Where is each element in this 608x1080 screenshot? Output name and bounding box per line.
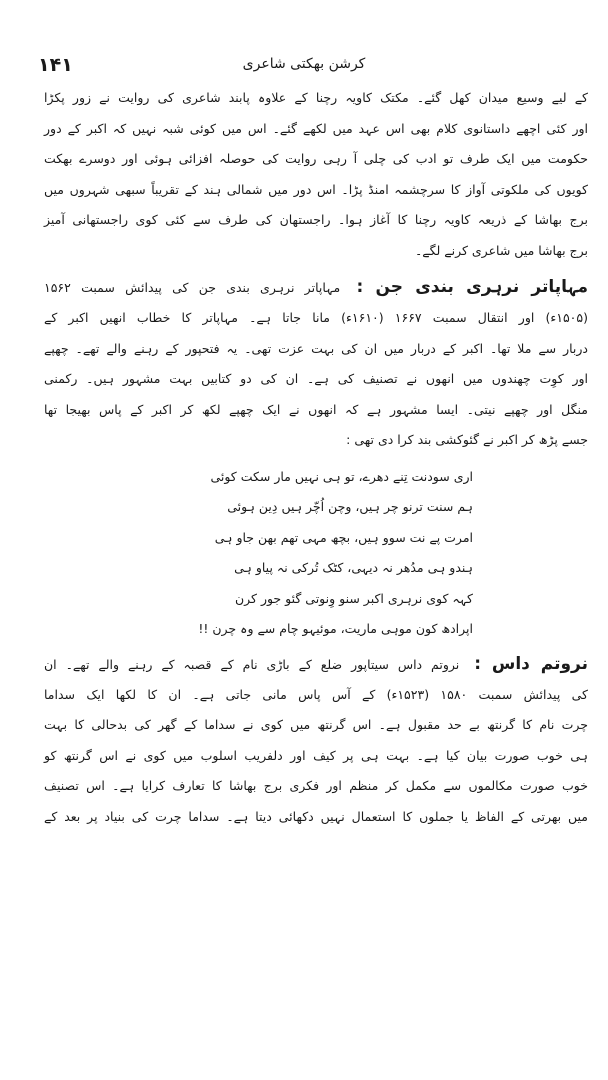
section-heading: نروتم داس : [474,653,588,674]
text-line: خوب صورت مکالموں سے مکمل کر منظم اور فکری برج بھاشا کا تعارف کرایا ہے۔ اس تصنیف [44,778,588,793]
page-body [0,80,608,832]
text-line: چرت نام کا گرنتھ بے حد مقبول ہے۔ اس گرنتھ میں کوی نے سداما کے گھر کی بدحالی کا بہت [44,717,588,732]
text-line: برج بھاشا کے ذریعہ کاویہ رچنا کا آغاز ہوا۔ راجستھان کی طرف سے کئی کوی راجستھانی آمیز [44,212,588,227]
section-narhari [44,272,588,649]
text-line: برج بھاشا میں شاعری کرنے لگے۔ [414,242,588,258]
text-line: اور کوِت چھندوں میں انھوں نے تصنیف کی ہے۔ ان کی دو کتابیں بہت مشہور ہیں۔ رکمنی [44,371,588,386]
text-line-rest: نروتم داس سیتاپور ضلع کے باڑی نام کے قصبہ کے رہنے والے تھے۔ ان [44,656,460,672]
text-line: جسے پڑھ کر اکبر نے گئوکشی بند کرا دی تھی : [346,432,588,447]
text-line [44,649,588,680]
text-line: کویوں کی ملکوتی آواز کا سرچشمہ امنڈ پڑا۔ اس دور میں شمالی ہند کے تقریباً سبھی شہروں میں [44,181,588,197]
verse-line: کہہ کوی نرہری اکبر سنو وِنوتی گئو جور کرن [234,590,473,606]
text-line: (۱۵۰۵ء) اور انتقال سمبت ۱۶۶۷ (۱۶۱۰ء) مانا جاتا ہے۔ مہاپاتر کا خطاب انھیں اکبر کے [44,310,588,325]
text-line: دربار سے ملا تھا۔ اکبر کے دربار میں ان کی بہت عزت تھی۔ یہ فتحپور کے رہنے والے تھے۔ چھپے [44,340,588,356]
text-line: میں بھرتی کے الفاظ یا جملوں کا استعمال نہیں دکھائی دیتا ہے۔ سداما چرت کی بنیاد پر بعد کے [44,808,588,824]
verse-line: اری سودنت تِنے دھرے، تو ہی نہیں مار سکت کوئی [210,468,473,484]
verse-line: امرت پے نت سوو ہیں، بچھ مہی تھم بھن جاو ہی [214,529,473,545]
running-title: کرشن بھکتی شاعری [242,56,366,72]
verse-line: ہندو ہی مدُھر نہ دیہی، کٹک تُرکی نہ پیاو ہی [234,560,473,575]
text-line: اور کئی اچھے داستانوی کلام بھی اس عہد میں لکھے گئے۔ اس میں کوئی شبہ نہیں کہ اکبر کے دور [44,120,588,136]
verse-block [44,456,588,649]
verse-line: اپرادھ کون موہی ماریت، موئیہو چام سے وہ چرن !! [198,621,473,636]
section-narottam [44,649,588,833]
text-line: کے لیے وسیع میدان کھل گئے۔ مکتک کاویہ رچنا کے علاوہ پابند شاعری کی روایت نے زور پکڑا [44,90,588,105]
page-header [0,0,608,80]
text-line: حکومت میں ایک طرف تو ادب کی چلی آ رہی روایت کی حوصلہ افزائی ہوئی اور دوسرے بھکت [44,151,588,166]
section-heading: مہاپاتر نرہری بندی جن : [356,277,588,297]
verse-line: ہم سنت ترنو چر ہیں، وچن اُچّر ہیں دِین ہوئی [227,499,473,514]
page-number: ۱۴۱ [38,54,73,76]
text-line [44,272,588,303]
text-line: ہی خوب صورت بیان کیا ہے۔ بہت ہی پر کیف اور دلفریب اسلوب میں کوی نے اس گرنتھ کو [44,747,588,763]
text-line: کی پیدائش سمبت ۱۵۸۰ (۱۵۲۳ء) کے آس پاس مانی جاتی ہے۔ ان کا لکھا ایک سداما [44,686,588,702]
paragraph-intro [44,83,588,266]
text-line-rest: مہاپاتر نرہری بندی جن کی پیدائش سمبت ۱۵۶۲ [44,280,341,295]
text-line: منگل اور چھپے نیتی۔ ایسا مشہور ہے کہ انھوں نے ایک چھپے لکھ کر اکبر کے پاس بھیجا تھا [44,401,588,417]
